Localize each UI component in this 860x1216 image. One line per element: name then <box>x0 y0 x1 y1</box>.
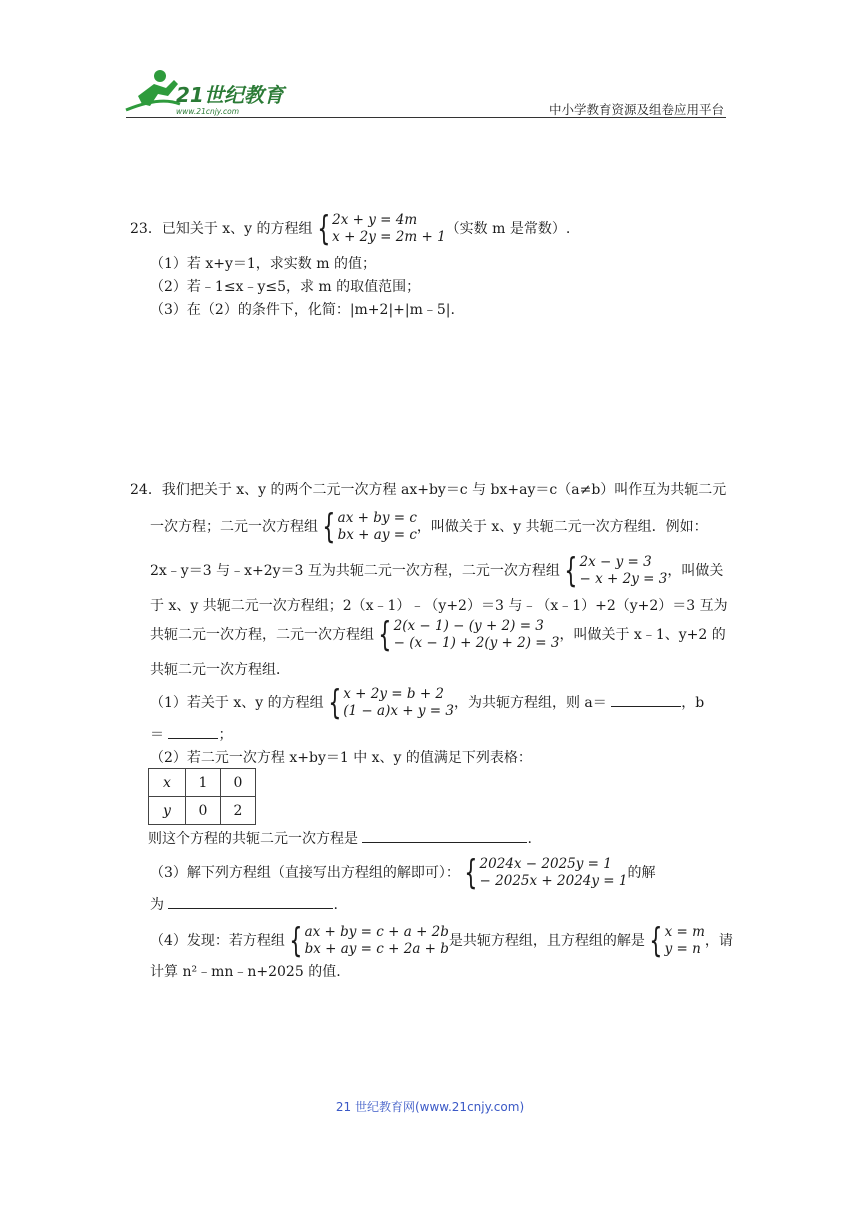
q24-part2-c: . <box>527 831 532 847</box>
q24-part1 <box>150 683 705 723</box>
q24-system3: { 2(x − 1) − (y + 2) = 3 − (x − 1) + 2(y + 2) = 3 <box>378 615 560 655</box>
q24-line6: 共轭二元一次方程组． <box>150 662 290 678</box>
q24-sys5-eq1: 2024x − 2025y = 1 <box>479 856 612 872</box>
table-row <box>149 797 256 825</box>
q24-part4-c: ，请 <box>704 933 733 949</box>
q24-line5 <box>150 615 726 655</box>
q24-line1: 24．我们把关于 x、y 的两个二元一次方程 ax+by＝c 与 bx+ay＝c（a≠b）叫作互为共轭二元 <box>130 482 727 498</box>
q24-part2-answer <box>148 828 532 849</box>
q24-sys7-eq1: x = m <box>664 924 705 940</box>
q24-sys6-eq2: bx + ay = c + 2a + b <box>304 941 449 957</box>
answer-blank-b[interactable] <box>168 724 218 739</box>
q23-eq2: x + 2y = 2m + 1 <box>332 229 446 245</box>
q23-part2: （2）若﹣1≤x﹣y≤5，求 m 的取值范围； <box>150 279 421 295</box>
header-divider <box>126 117 726 118</box>
q24-sys6-eq1: ax + by = c + a + 2b <box>304 924 449 940</box>
table-cell: 2 <box>221 797 256 825</box>
q24-sys2-eq2: − x + 2y = 3 <box>579 571 668 587</box>
q24-line3-a: 2x﹣y＝3 与﹣x+2y＝3 互为共轭二元一次方程，二元一次方程组 <box>150 563 560 579</box>
q24-sys3-eq2: − (x − 1) + 2(y + 2) = 3 <box>393 635 560 651</box>
q24-line5-b: ，叫做关于 x﹣1、y+2 的 <box>559 627 726 643</box>
table-cell: 1 <box>186 769 221 797</box>
header-tagline: 中小学教育资源及组卷应用平台 <box>548 102 724 117</box>
q24-part3-c: 为 <box>150 897 164 913</box>
q24-part4-line2: 计算 n²﹣mn﹣n+2025 的值. <box>150 964 341 980</box>
table-cell: 0 <box>221 769 256 797</box>
q23-part1: （1）若 x+y＝1，求实数 m 的值； <box>150 256 376 272</box>
q24-part1-b: ，为共轭方程组，则 a＝ <box>453 695 607 711</box>
runner-logo-icon <box>120 66 300 118</box>
logo-main-text: 21世纪教育 <box>176 83 284 107</box>
q24-sys7-eq2: y = n <box>664 941 701 957</box>
answer-blank-solution[interactable] <box>168 894 333 909</box>
answer-blank-a[interactable] <box>611 692 681 707</box>
q24-sys3-eq1: 2(x − 1) − (y + 2) = 3 <box>393 618 544 634</box>
page-footer[interactable]: 21 世纪教育网(www.21cnjy.com) <box>335 1100 525 1114</box>
q24-system5: { 2024x − 2025y = 1 − 2025x + 2024y = 1 <box>464 853 628 893</box>
site-logo <box>120 66 300 118</box>
q24-part2-b: 则这个方程的共轭二元一次方程是 <box>148 831 358 847</box>
q24-part4-b: 是共轭方程组，且方程组的解是 <box>448 933 645 949</box>
table-cell: 0 <box>186 797 221 825</box>
xy-value-table <box>148 768 256 825</box>
q24-part2: （2）若二元一次方程 x+by＝1 中 x、y 的值满足下列表格： <box>150 750 532 766</box>
q24-sys1-eq2: bx + ay = c <box>337 527 417 543</box>
q24-part1-a: （1）若关于 x、y 的方程组 <box>150 695 324 711</box>
q24-part4 <box>150 921 733 961</box>
q24-line3-b: ，叫做关 <box>667 563 724 579</box>
q24-line4: 于 x、y 共轭二元一次方程组；2（x﹣1）﹣（y+2）＝3 与﹣（x﹣1）+2（y+2）＝3 互为 <box>150 598 728 614</box>
q24-part4-a: （4）发现：若方程组 <box>150 933 285 949</box>
q24-system1: { ax + by = c bx + ay = c <box>322 507 417 547</box>
q24-line2-a: 一次方程；二元一次方程组 <box>150 519 318 535</box>
q24-system7: { x = m y = n <box>649 921 705 961</box>
q24-part3-a: （3）解下列方程组（直接写出方程组的解即可）： <box>150 865 460 881</box>
q24-part3-d: . <box>333 897 338 913</box>
q24-sys5-eq2: − 2025x + 2024y = 1 <box>479 873 628 889</box>
q23-stem <box>130 209 571 249</box>
q24-part1-line2 <box>150 724 232 745</box>
q23-system: { 2x + y = 4m x + 2y = 2m + 1 <box>316 209 446 249</box>
q24-sys2-eq1: 2x − y = 3 <box>579 554 652 570</box>
q24-part1-c: ，b <box>681 695 705 711</box>
q24-line2 <box>150 507 708 547</box>
q24-sys4-eq2: (1 − a)x + y = 3 <box>343 703 454 719</box>
table-cell: y <box>149 797 186 825</box>
q24-line2-b: ，叫做关于 x、y 共轭二元一次方程组．例如： <box>416 519 708 535</box>
q24-system6: { ax + by = c + a + 2b bx + ay = c + 2a + b <box>289 921 449 961</box>
table-row <box>149 769 256 797</box>
q24-part1-e: ； <box>218 727 233 743</box>
q24-line3 <box>150 551 724 591</box>
q24-line5-a: 共轭二元一次方程，二元一次方程组 <box>150 627 374 643</box>
q24-system4: { x + 2y = b + 2 (1 − a)x + y = 3 <box>327 683 454 723</box>
logo-url-text: www.21cnjy.com <box>176 107 240 116</box>
q23-eq1: 2x + y = 4m <box>332 212 418 228</box>
q23-tail: （实数 m 是常数）. <box>445 221 571 237</box>
q24-part3-answer <box>150 894 338 915</box>
table-cell: x <box>149 769 186 797</box>
answer-blank-equation[interactable] <box>362 828 527 843</box>
q23-lead: 23．已知关于 x、y 的方程组 <box>130 221 313 237</box>
q24-part3 <box>150 853 656 893</box>
q24-part1-d: ＝ <box>150 727 164 743</box>
q23-part3: （3）在（2）的条件下，化简：|m+2|+|m﹣5|. <box>150 302 455 318</box>
q24-system2: { 2x − y = 3 − x + 2y = 3 <box>564 551 668 591</box>
q24-part3-b: 的解 <box>627 865 656 881</box>
q24-sys4-eq1: x + 2y = b + 2 <box>343 686 445 702</box>
q24-sys1-eq1: ax + by = c <box>337 510 417 526</box>
